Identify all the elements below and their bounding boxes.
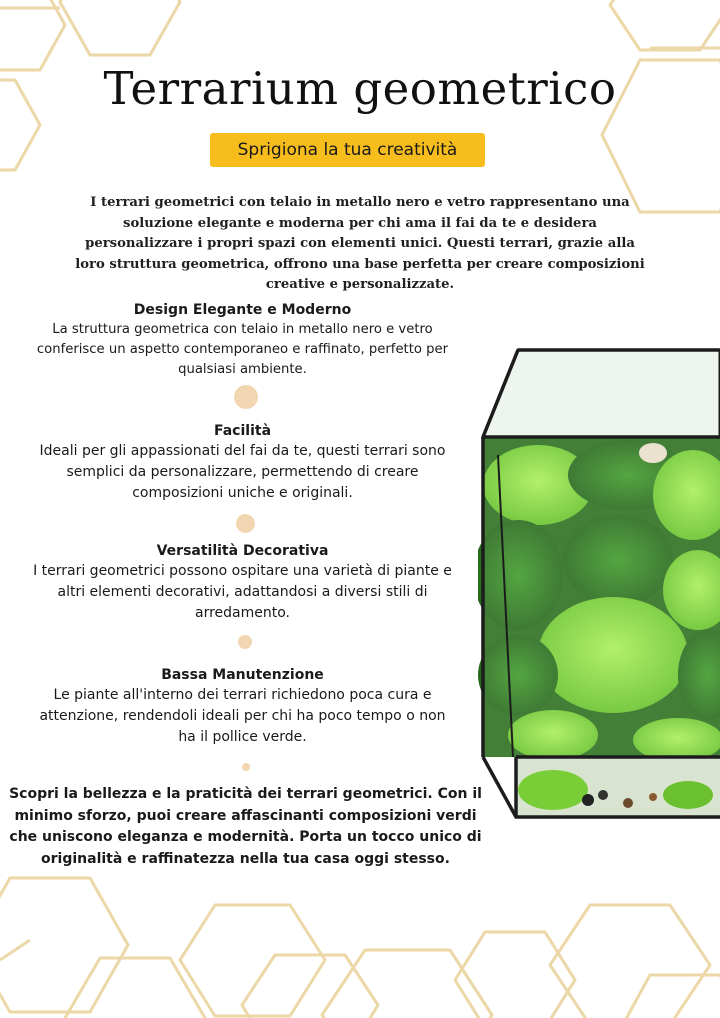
feature-text: Ideali per gli appassionati del fai da te, questi terrari sono semplici da personalizzare, permettendo di creare composizioni uniche e originali. (39, 443, 446, 501)
feature-versatility (30, 541, 455, 624)
separator-dot (242, 763, 250, 771)
feature-text: La struttura geometrica con telaio in metallo nero e vetro conferisce un aspetto contemporaneo e raffinato, perfetto per qualsiasi ambiente. (36, 322, 449, 377)
feature-text: I terrari geometrici possono ospitare una varietà di piante e altri elementi decorativi, adattandosi a diversi stili di arredamento. (33, 563, 452, 621)
feature-text: Le piante all'interno dei terrari richiedono poca cura e attenzione, rendendoli ideali per chi ha poco tempo o non ha il pollice verde. (39, 687, 446, 745)
page-title: Terrarium geometrico (103, 62, 617, 115)
terrarium-photo (478, 345, 720, 825)
feature-title: Bassa Manutenzione (161, 667, 324, 683)
closing-paragraph: Scopri la bellezza e la praticità dei terrari geometrici. Con il minimo sforzo, puoi creare affascinanti composizioni verdi che uniscono eleganza e modernità. Porta un tocco unico di originalità e raffinatezza nella tua casa oggi stesso. (9, 786, 482, 867)
feature-title: Design Elegante e Moderno (133, 302, 352, 318)
separator-dot (238, 635, 252, 649)
separator-dot (236, 514, 255, 533)
feature-title: Facilità (213, 423, 272, 439)
feature-title: Versatilità Decorativa (156, 543, 329, 559)
feature-design (30, 300, 455, 380)
tagline-badge: Sprigiona la tua creatività (210, 133, 485, 167)
feature-maintenance (30, 665, 455, 748)
feature-ease (30, 421, 455, 504)
intro-paragraph: I terrari geometrici con telaio in metallo nero e vetro rappresentano una soluzione elegante e moderna per chi ama il fai da te e desidera personalizzare i propri spazi con elementi unici. Questi terrari, grazie alla loro struttura geometrica, offrono una base perfetta per creare composizioni creative e personalizzate. (75, 195, 645, 292)
separator-dot (234, 385, 258, 409)
